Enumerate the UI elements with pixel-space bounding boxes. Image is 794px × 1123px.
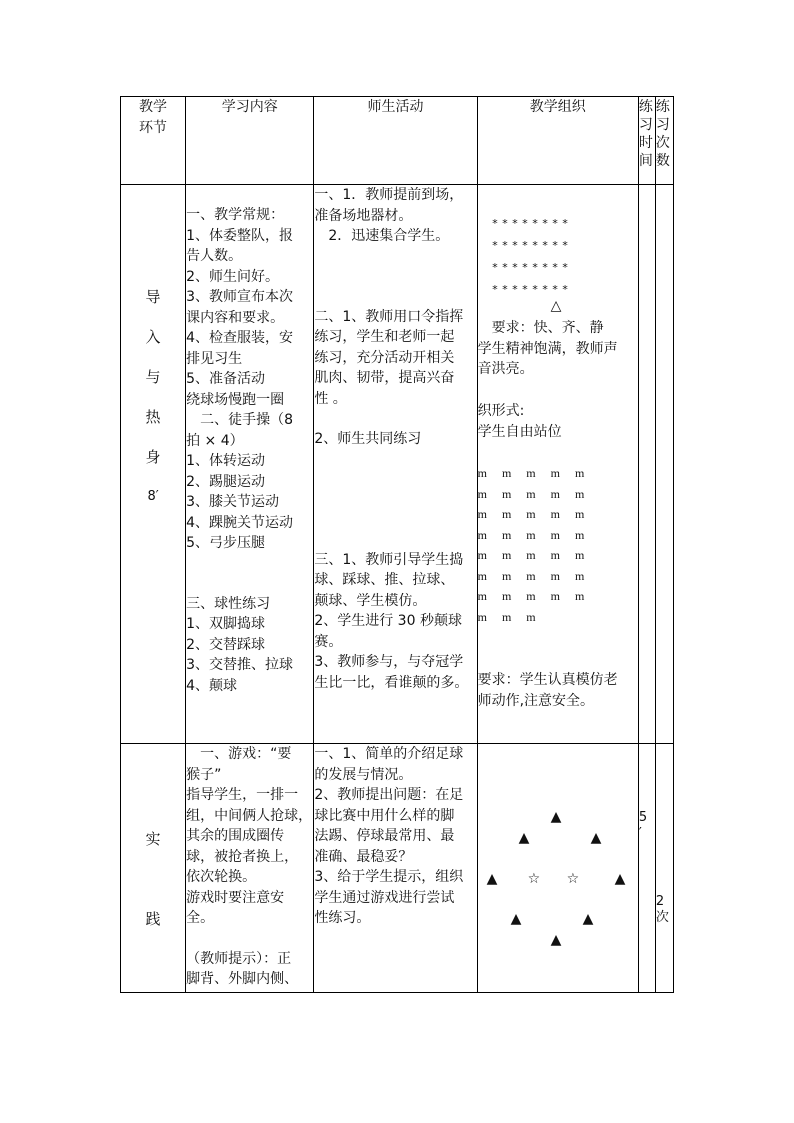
practice-time	[638, 744, 655, 993]
text-line	[314, 409, 476, 429]
text-line: 一、教学常规：	[186, 207, 285, 223]
warmup-activity	[314, 185, 477, 744]
header-content: 学习内容	[186, 97, 314, 185]
text-line: 5、准备活动	[186, 371, 266, 387]
text-line	[186, 554, 313, 574]
text-line: 练习，充分活动开相关	[314, 349, 455, 366]
warmup-count	[655, 185, 673, 744]
practice-count-value	[656, 744, 673, 926]
header-count-char: 习	[655, 117, 670, 133]
header-stage-line2: 环节	[139, 119, 168, 136]
header-count-char: 数	[655, 153, 670, 169]
text-line: 5、弓步压腿	[186, 535, 266, 551]
practice-content	[186, 744, 314, 993]
practice-activity-lines	[314, 744, 476, 929]
star-row: ********	[491, 239, 572, 252]
text-line: 拍 × 4）	[186, 432, 244, 449]
header-time-char: 时	[638, 135, 653, 151]
text-line: 3、交替推、拉球	[186, 657, 294, 673]
text-line	[314, 450, 476, 470]
stage-char: 导	[145, 288, 161, 306]
star-row: ********	[491, 261, 572, 274]
text-line: 3、膝关节运动	[186, 494, 280, 510]
text-line: 师动作,注意安全。	[477, 692, 595, 709]
text-line: 2、教师提出问题：在足	[314, 787, 464, 803]
m-row: m m m	[477, 609, 536, 624]
text-line: 三、球性练习	[186, 595, 271, 612]
game-diagram	[478, 744, 638, 990]
header-time	[638, 97, 655, 185]
header-stage-line1: 教学	[139, 99, 168, 115]
text-line: 颠球、学生模仿。	[314, 592, 427, 609]
text-line	[314, 267, 476, 287]
text-line: 性 。	[314, 390, 347, 407]
text-line: 性练习。	[314, 910, 371, 926]
warmup-requirement2	[478, 670, 618, 711]
player-marker: ▲	[614, 871, 626, 887]
warmup-content	[186, 185, 314, 744]
text-line: 依次轮换。	[186, 869, 257, 885]
header-count-char: 练	[655, 99, 670, 115]
text-line: 4、踝腕关节运动	[186, 514, 294, 531]
text-line: 练习，学生和老师一起	[314, 329, 455, 345]
text-line: 球，被抢者换上，	[186, 848, 299, 865]
player-marker: ▲	[590, 830, 602, 846]
text-line: 学生自由站位	[477, 423, 562, 440]
count-char: 次	[655, 910, 669, 925]
text-line	[314, 470, 476, 490]
text-line: 生比一比，看谁颠的多。	[314, 674, 469, 691]
warmup-time	[638, 185, 655, 744]
count-char: 2	[655, 894, 665, 909]
text-line: 课内容和要求。	[186, 309, 285, 326]
text-line: 肌肉、韧带，提高兴奋	[314, 370, 455, 386]
text-line: 1、体委整队，报	[186, 227, 294, 244]
m-row: m m m m m	[477, 466, 585, 480]
practice-content-lines	[186, 744, 313, 990]
header-org: 教学组织	[477, 97, 638, 185]
text-line: （教师提示）：正	[186, 950, 292, 967]
text-line: 3、教师宣布本次	[186, 289, 294, 305]
lesson-plan-table	[120, 96, 674, 993]
warmup-org	[477, 185, 638, 744]
text-line: 音洪亮。	[477, 361, 534, 377]
text-line: 组，中间俩人抢球，	[186, 807, 313, 824]
text-line: 2、交替踩球	[186, 636, 266, 653]
text-line: 要求：学生认真模仿老	[477, 672, 618, 688]
text-line: 2、踢腿运动	[186, 473, 266, 490]
text-line: 赛。	[314, 633, 343, 650]
warmup-stage-chars	[121, 277, 185, 517]
text-line: 1、双脚捣球	[186, 616, 266, 632]
text-line: 准确、最稳妥？	[314, 848, 413, 865]
text-line	[314, 287, 476, 307]
text-line	[186, 185, 313, 205]
target-marker: ☆	[527, 871, 541, 887]
header-time-char: 练	[638, 99, 653, 115]
header-time-char: 间	[638, 153, 653, 169]
time-char: ′	[638, 826, 642, 841]
warmup-activity-lines	[314, 185, 476, 693]
practice-time-value	[639, 744, 655, 842]
m-row: m m m m m	[477, 589, 585, 603]
player-marker: ▲	[582, 911, 594, 927]
text-line: 三、1、教师引导学生捣	[314, 551, 464, 568]
m-row: m m m m m	[477, 548, 585, 562]
header-stage	[121, 97, 186, 185]
text-line: 二、1、教师用口令指挥	[314, 308, 464, 325]
text-line	[314, 247, 476, 267]
text-line: 绕球场慢跑一圈	[186, 391, 285, 408]
text-line: 学生精神饱满，教师声	[477, 340, 618, 357]
warmup-row	[121, 185, 674, 744]
text-line: 告人数。	[186, 248, 243, 264]
text-line: 游戏时要注意安	[186, 889, 285, 906]
m-formation	[478, 463, 585, 627]
text-line: 1、体转运动	[186, 453, 266, 469]
header-count-char: 次	[655, 135, 670, 151]
stage-char: 入	[145, 328, 161, 346]
header-count	[655, 97, 673, 185]
stage-char: 实	[145, 830, 161, 848]
stage-spacer	[121, 859, 185, 899]
text-line: 猴子”	[186, 766, 222, 783]
text-line: 一、1、简单的介绍足球	[314, 746, 464, 762]
stage-char: 践	[145, 910, 161, 928]
player-marker: ▲	[486, 871, 498, 887]
text-line	[186, 929, 313, 949]
text-line: 3、教师参与，与夺冠学	[314, 654, 464, 670]
warmup-content-lines	[186, 185, 313, 696]
text-line	[314, 510, 476, 530]
m-row: m m m m m	[477, 527, 585, 542]
m-row: m m m m m	[477, 568, 585, 583]
text-line: 的发展与情况。	[314, 766, 413, 783]
header-time-char: 习	[638, 117, 653, 133]
text-line: 指导学生，一排一	[186, 787, 299, 803]
text-line: 4、检查服装，安	[186, 330, 294, 346]
star-row: ********	[491, 217, 572, 230]
text-line: 要求：快、齐、静	[477, 320, 604, 336]
m-row: m m m m m	[477, 507, 585, 521]
text-line: 脚背、外脚内侧、	[186, 971, 299, 987]
player-marker: ▲	[510, 911, 522, 927]
warmup-org-block	[478, 185, 638, 741]
text-line: 学生通过游戏进行尝试	[314, 889, 455, 906]
text-line: 4、颠球	[186, 677, 238, 694]
stage-char: 8′	[147, 489, 159, 504]
practice-stage	[121, 744, 186, 993]
practice-row	[121, 744, 674, 993]
teacher-mark: △	[550, 298, 562, 314]
text-line	[186, 574, 313, 594]
text-line: 球比赛中用什么样的脚	[314, 807, 455, 824]
text-line: 二、徒手操（8	[186, 412, 294, 428]
text-line: 2、师生共同练习	[314, 431, 422, 447]
text-line	[314, 530, 476, 550]
warmup-stage	[121, 185, 186, 744]
text-line: 织形式:	[477, 403, 525, 419]
text-line: 排见习生	[186, 350, 243, 367]
player-marker: ▲	[518, 830, 530, 846]
m-row: m m m m m	[477, 486, 585, 501]
practice-stage-chars	[121, 819, 185, 939]
text-line: 2、师生问好。	[186, 268, 280, 285]
header-activity: 师生活动	[314, 97, 477, 185]
stage-char: 与	[145, 368, 161, 386]
text-line: 2．迅速集合学生。	[314, 228, 450, 244]
practice-org	[477, 744, 638, 993]
text-line: 其余的围成圈传	[186, 828, 285, 844]
text-line: 准备场地器材。	[314, 207, 413, 224]
warmup-requirement	[478, 318, 618, 380]
text-line: 3、给于学生提示，组织	[314, 869, 464, 885]
text-line: 法踢、停球最常用、最	[314, 828, 455, 844]
star-formation	[492, 213, 572, 301]
text-line: 一、1．教师提前到场，	[314, 187, 464, 203]
stage-char: 身	[145, 448, 161, 466]
player-marker: ▲	[550, 932, 562, 948]
text-line: 2、学生进行 30 秒颠球	[314, 613, 462, 629]
text-line: 一、游戏：“要	[186, 746, 292, 762]
player-marker: ▲	[550, 809, 562, 825]
text-line: 球、踩球、推、拉球、	[314, 572, 455, 588]
text-line: 全。	[186, 910, 215, 926]
star-row: ********	[491, 283, 572, 296]
warmup-form	[478, 401, 562, 442]
header-row	[121, 97, 674, 185]
target-marker: ☆	[566, 871, 580, 887]
practice-count	[655, 744, 673, 993]
stage-char: 热	[145, 408, 161, 426]
time-char: 5	[638, 810, 648, 825]
practice-activity	[314, 744, 477, 993]
text-line	[314, 490, 476, 510]
